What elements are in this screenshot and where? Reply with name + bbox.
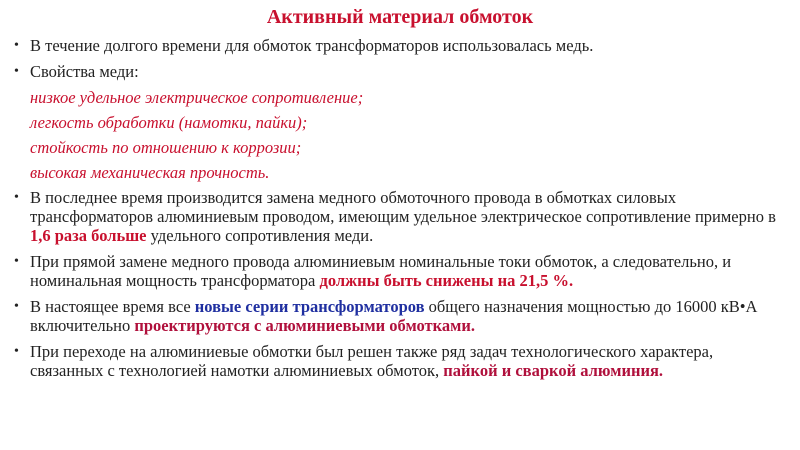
bullet-copper-properties — [10, 62, 790, 81]
bullet-text: При прямой замене медного провода алюминиевым номинальные токи обмоток, а следовательно, и номинальная мощность трансформатора — [30, 252, 732, 290]
bullet-icon: • — [14, 38, 19, 53]
property-item — [10, 163, 790, 182]
bullet-text: общего назначения мощностью до 16000 кВ•А включительно — [30, 297, 758, 335]
bullet-power-reduction — [10, 252, 790, 290]
bullet-technology — [10, 342, 790, 380]
highlight-text: 1,6 раза больше — [30, 226, 147, 245]
property-text: низкое удельное электрическое сопротивление; — [30, 88, 364, 107]
highlight-text: новые серии трансформаторов — [194, 297, 425, 316]
slide-content — [10, 36, 790, 387]
highlight-text: проектируются с алюминиевыми обмотками. — [134, 316, 475, 335]
highlight-text: должны быть снижены на 21,5 %. — [319, 271, 574, 290]
property-item — [10, 88, 790, 107]
bullet-text: В последнее время производится замена медного обмоточного провода в обмотках силовых трансформаторов алюминиевым проводом, имеющим удельное электрическое сопротивление примерно в — [30, 188, 776, 226]
property-text: стойкость по отношению к коррозии; — [30, 138, 302, 157]
property-text: легкость обработки (намотки, пайки); — [30, 113, 308, 132]
highlight-text: пайкой и сваркой алюминия. — [443, 361, 664, 380]
bullet-text: Свойства меди: — [30, 62, 139, 81]
bullet-text: При переходе на алюминиевые обмотки был решен также ряд задач технологического характера, связанных с технологией намотки алюминиевых обмоток, — [30, 342, 714, 380]
bullet-text: В течение долгого времени для обмоток трансформаторов использовалась медь. — [30, 36, 594, 55]
bullet-icon: • — [14, 299, 19, 314]
bullet-icon: • — [14, 190, 19, 205]
bullet-icon: • — [14, 64, 19, 79]
bullet-aluminum-replacement — [10, 188, 790, 245]
property-text: высокая механическая прочность. — [30, 163, 270, 182]
bullet-icon: • — [14, 344, 19, 359]
bullet-new-series — [10, 297, 790, 335]
bullet-text: удельного сопротивления меди. — [146, 226, 374, 245]
bullet-icon: • — [14, 254, 19, 269]
bullet-text: В настоящее время все — [30, 297, 195, 316]
bullet-copper-history — [10, 36, 790, 55]
property-item — [10, 113, 790, 132]
property-item — [10, 138, 790, 157]
slide-title: Активный материал обмоток — [266, 6, 534, 28]
